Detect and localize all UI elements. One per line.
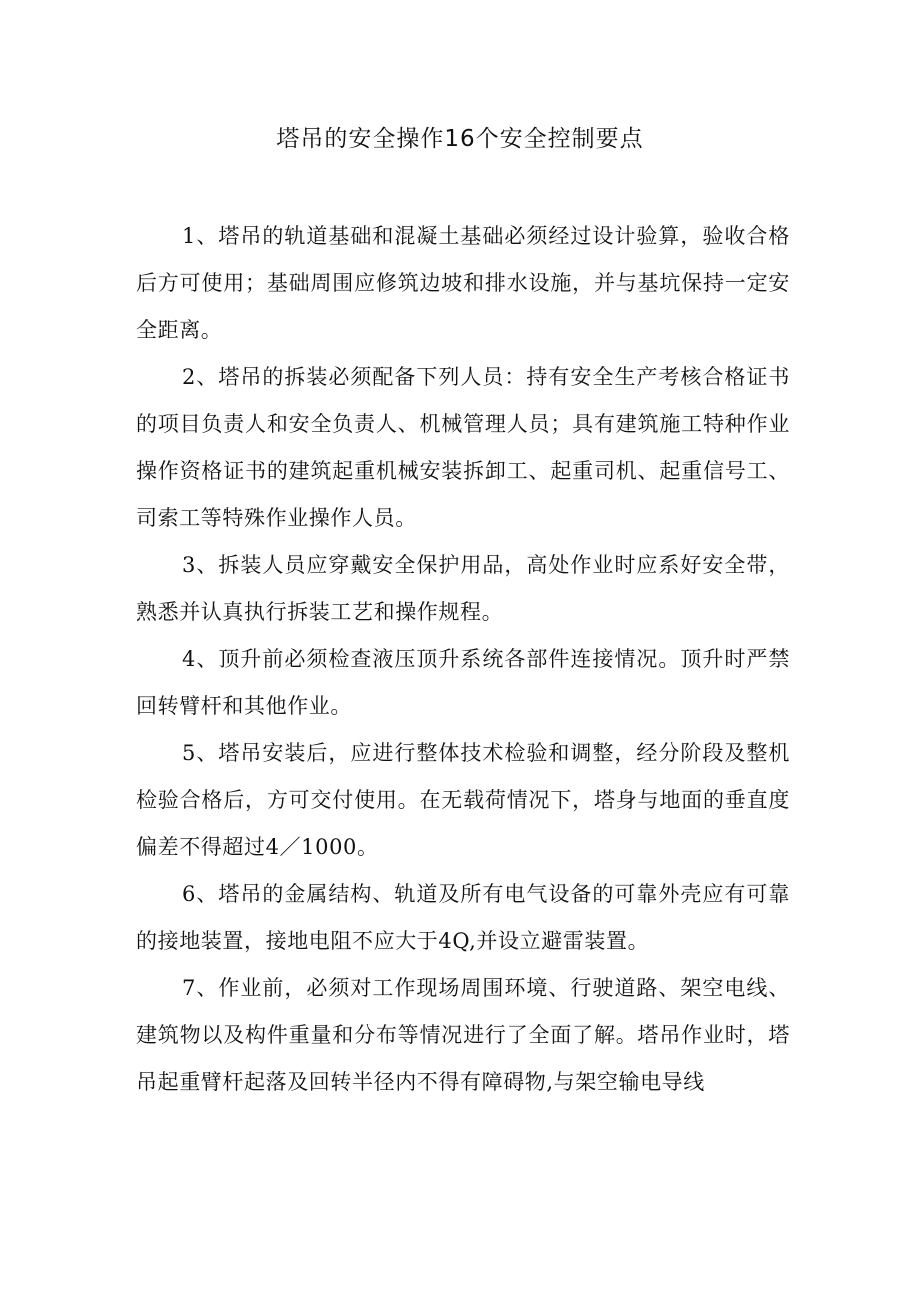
paragraph-5: 5、塔吊安装后，应进行整体技术检验和调整，经分阶段及整机检验合格后，方可交付使用。在无载荷情况下，塔身与地面的垂直度偏差不得超过4／1000。 bbox=[136, 741, 790, 859]
paragraph-1: 1、塔吊的轨道基础和混凝土基础必须经过设计验算，验收合格后方可使用；基础周围应修筑边坡和排水设施，并与基坑保持一定安全距离。 bbox=[136, 224, 790, 342]
document-title: 塔吊的安全操作16个安全控制要点 bbox=[276, 126, 644, 152]
paragraph-4: 4、顶升前必须检查液压顶升系统各部件连接情况。顶升时严禁回转臂杆和其他作业。 bbox=[136, 647, 790, 718]
paragraph-6: 6、塔吊的金属结构、轨道及所有电气设备的可靠外壳应有可靠的接地装置，接地电阻不应大于4Q,并设立避雷装置。 bbox=[136, 882, 790, 953]
paragraph-7: 7、作业前，必须对工作现场周围环境、行驶道路、架空电线、建筑物以及构件重量和分布等情况进行了全面了解。塔吊作业时，塔吊起重臂杆起落及回转半径内不得有障碍物,与架空输电导线 bbox=[136, 976, 790, 1094]
document-body bbox=[136, 213, 790, 1106]
paragraph-3: 3、拆装人员应穿戴安全保护用品，高处作业时应系好安全带，熟悉并认真执行拆装工艺和操作规程。 bbox=[136, 553, 790, 624]
paragraph-2: 2、塔吊的拆装必须配备下列人员：持有安全生产考核合格证书的项目负责人和安全负责人、机械管理人员；具有建筑施工特种作业操作资格证书的建筑起重机械安装拆卸工、起重司机、起重信号工、司索工等特殊作业操作人员。 bbox=[136, 365, 790, 530]
